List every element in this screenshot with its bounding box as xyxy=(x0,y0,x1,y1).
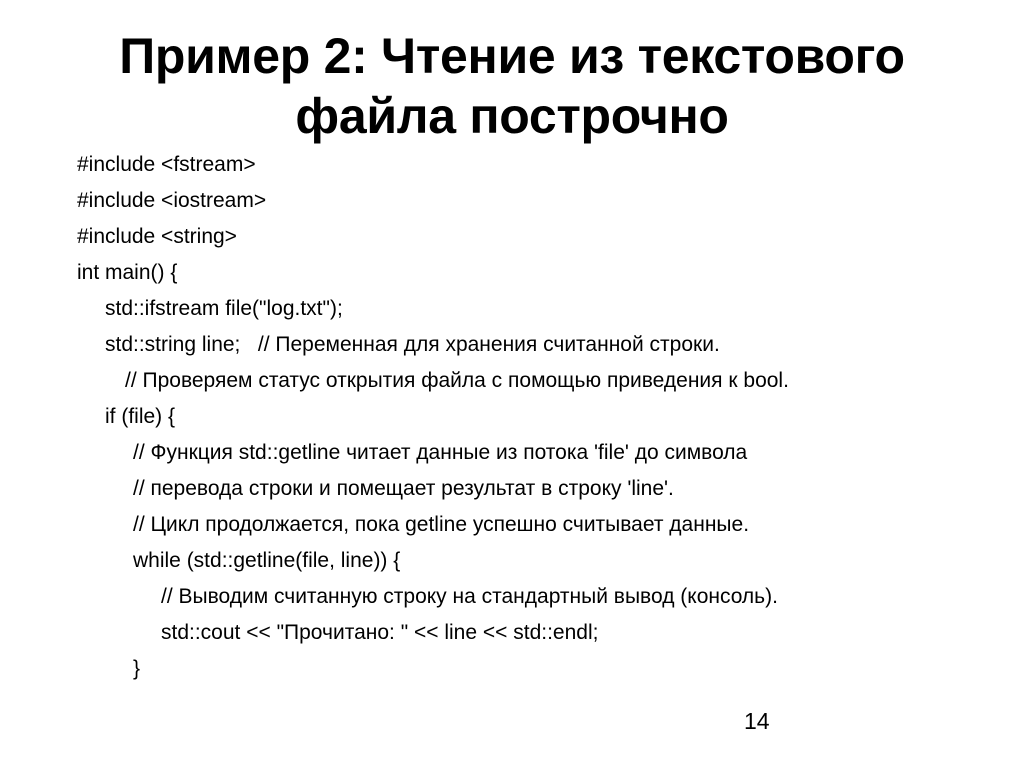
code-line-comment-getline-1: // Функция std::getline читает данные из потока 'file' до символа xyxy=(133,441,748,464)
code-line-include-iostream: #include <iostream> xyxy=(77,189,267,212)
code-line-comment-loop: // Цикл продолжается, пока getline успешно считывает данные. xyxy=(133,513,750,536)
title-line-1: Пример 2: Чтение из текстового xyxy=(119,28,905,84)
code-line-close-brace: } xyxy=(133,657,141,680)
code-line-main: int main() { xyxy=(77,261,178,284)
code-line-if-file: if (file) { xyxy=(105,405,176,428)
title-line-2: файла построчно xyxy=(295,88,729,144)
code-line-include-string: #include <string> xyxy=(77,225,237,248)
code-line-string-declaration: std::string line; // Переменная для хранения считанной строки. xyxy=(105,333,720,356)
code-line-comment-getline-2: // перевода строки и помещает результат в строку 'line'. xyxy=(133,477,674,500)
code-line-include-fstream: #include <fstream> xyxy=(77,153,256,176)
code-line-while: while (std::getline(file, line)) { xyxy=(133,549,401,572)
page-number: 14 xyxy=(744,708,770,734)
code-line-ifstream: std::ifstream file("log.txt"); xyxy=(105,297,343,320)
code-line-comment-check-status: // Проверяем статус открытия файла с помощью приведения к bool. xyxy=(125,369,789,392)
code-line-cout: std::cout << "Прочитано: " << line << std::endl; xyxy=(161,621,599,644)
code-line-comment-output: // Выводим считанную строку на стандартный вывод (консоль). xyxy=(161,585,778,608)
slide-title xyxy=(0,26,1024,146)
